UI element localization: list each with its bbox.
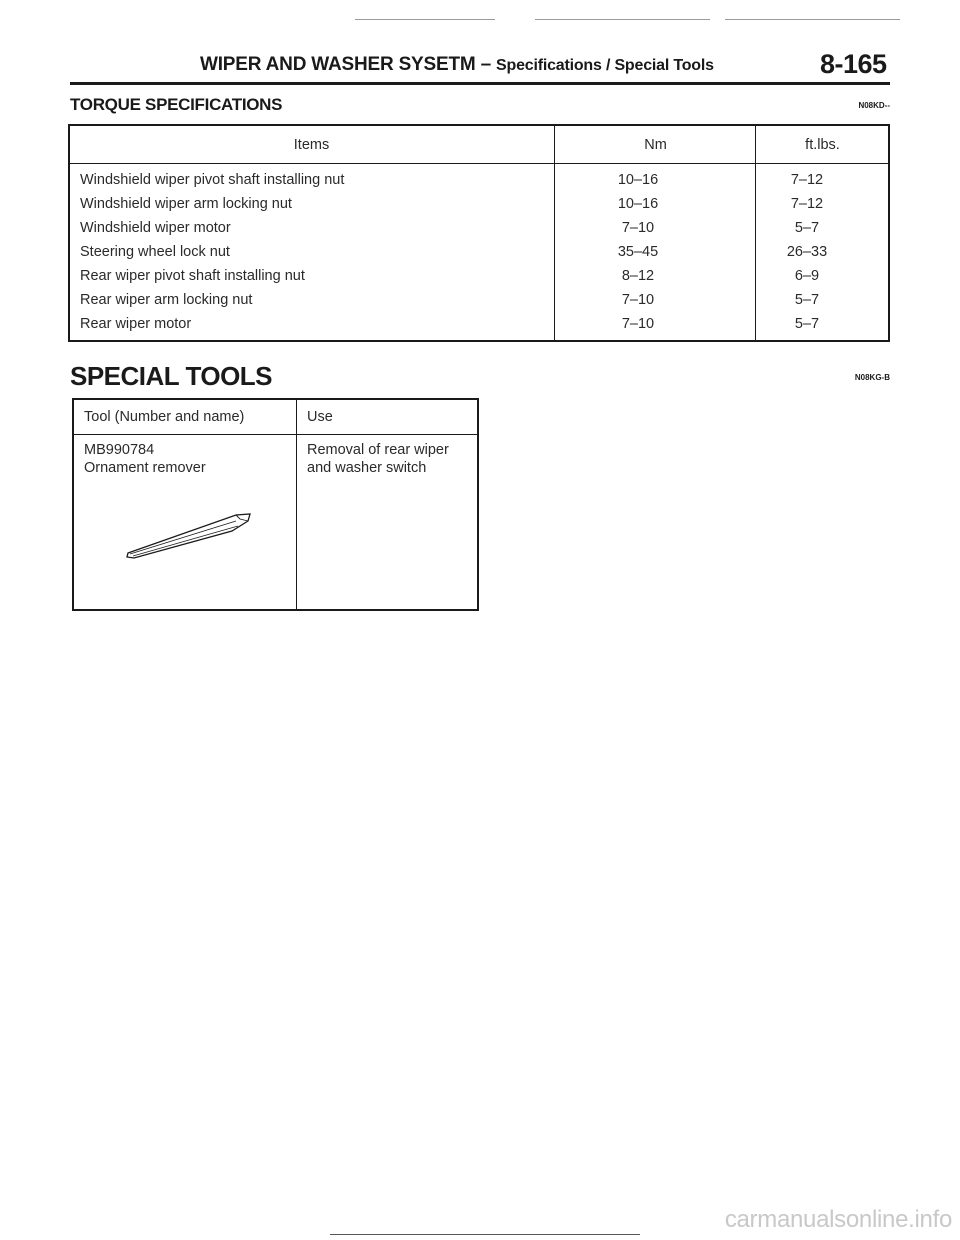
torque-ftlbs: 7–12	[756, 192, 890, 216]
page-header-title	[200, 54, 714, 76]
tool-cell	[73, 435, 297, 611]
special-tools-section-code: N08KG-B	[854, 373, 890, 382]
table-header-row	[73, 399, 478, 435]
torque-nm: 35–45	[555, 240, 756, 264]
column-header-nm: Nm	[555, 125, 756, 164]
torque-item: Windshield wiper pivot shaft installing nut	[80, 172, 345, 188]
table-row	[69, 264, 889, 288]
header-title-separator: –	[475, 54, 497, 75]
header-title-sub: Specifications / Special Tools	[496, 57, 714, 74]
top-scan-rule	[535, 19, 710, 20]
watermark-text: carmanualsonline.info	[724, 1206, 952, 1233]
torque-ftlbs: 7–12	[756, 164, 890, 193]
torque-specifications-table	[68, 124, 890, 342]
bottom-scan-rule	[330, 1234, 640, 1235]
torque-nm: 10–16	[555, 192, 756, 216]
torque-specifications-heading: TORQUE SPECIFICATIONS	[70, 95, 283, 114]
torque-item: Steering wheel lock nut	[80, 244, 230, 260]
torque-nm: 7–10	[555, 288, 756, 312]
table-row	[69, 216, 889, 240]
table-row	[69, 164, 889, 193]
torque-item: Rear wiper motor	[80, 316, 192, 332]
torque-ftlbs: 5–7	[756, 312, 890, 341]
page-number: 8-165	[820, 49, 887, 79]
torque-nm: 7–10	[555, 216, 756, 240]
special-tools-heading: SPECIAL TOOLS	[70, 361, 273, 391]
tool-use-cell	[297, 435, 479, 611]
tool-number: MB990784	[84, 442, 155, 458]
ornament-remover-tool-icon	[124, 509, 254, 561]
torque-nm: 8–12	[555, 264, 756, 288]
tool-name: Ornament remover	[84, 460, 206, 476]
torque-item: Rear wiper arm locking nut	[80, 292, 253, 308]
table-row	[69, 240, 889, 264]
torque-ftlbs: 5–7	[756, 288, 890, 312]
torque-ftlbs: 6–9	[756, 264, 890, 288]
column-header-tool: Tool (Number and name)	[73, 399, 297, 435]
top-scan-rule	[725, 19, 900, 20]
table-row	[69, 192, 889, 216]
table-row	[69, 288, 889, 312]
column-header-use: Use	[297, 399, 479, 435]
table-header-row	[69, 125, 889, 164]
tool-use-line: Removal of rear wiper	[307, 442, 449, 458]
torque-nm: 7–10	[555, 312, 756, 341]
torque-section-code: N08KD--	[858, 101, 890, 110]
tool-use-line: and washer switch	[307, 460, 427, 476]
torque-ftlbs: 5–7	[756, 216, 890, 240]
torque-item: Rear wiper pivot shaft installing nut	[80, 268, 305, 284]
torque-item: Windshield wiper motor	[80, 220, 231, 236]
table-row	[73, 435, 478, 611]
top-scan-rule	[355, 19, 495, 20]
table-row	[69, 312, 889, 341]
torque-ftlbs: 26–33	[756, 240, 890, 264]
column-header-items: Items	[69, 125, 555, 164]
torque-nm: 10–16	[555, 164, 756, 193]
header-rule	[70, 82, 890, 85]
special-tools-table	[72, 398, 479, 611]
column-header-ftlbs: ft.lbs.	[756, 125, 890, 164]
torque-item: Windshield wiper arm locking nut	[80, 196, 292, 212]
header-title-main: WIPER AND WASHER SYSETM	[200, 54, 476, 75]
